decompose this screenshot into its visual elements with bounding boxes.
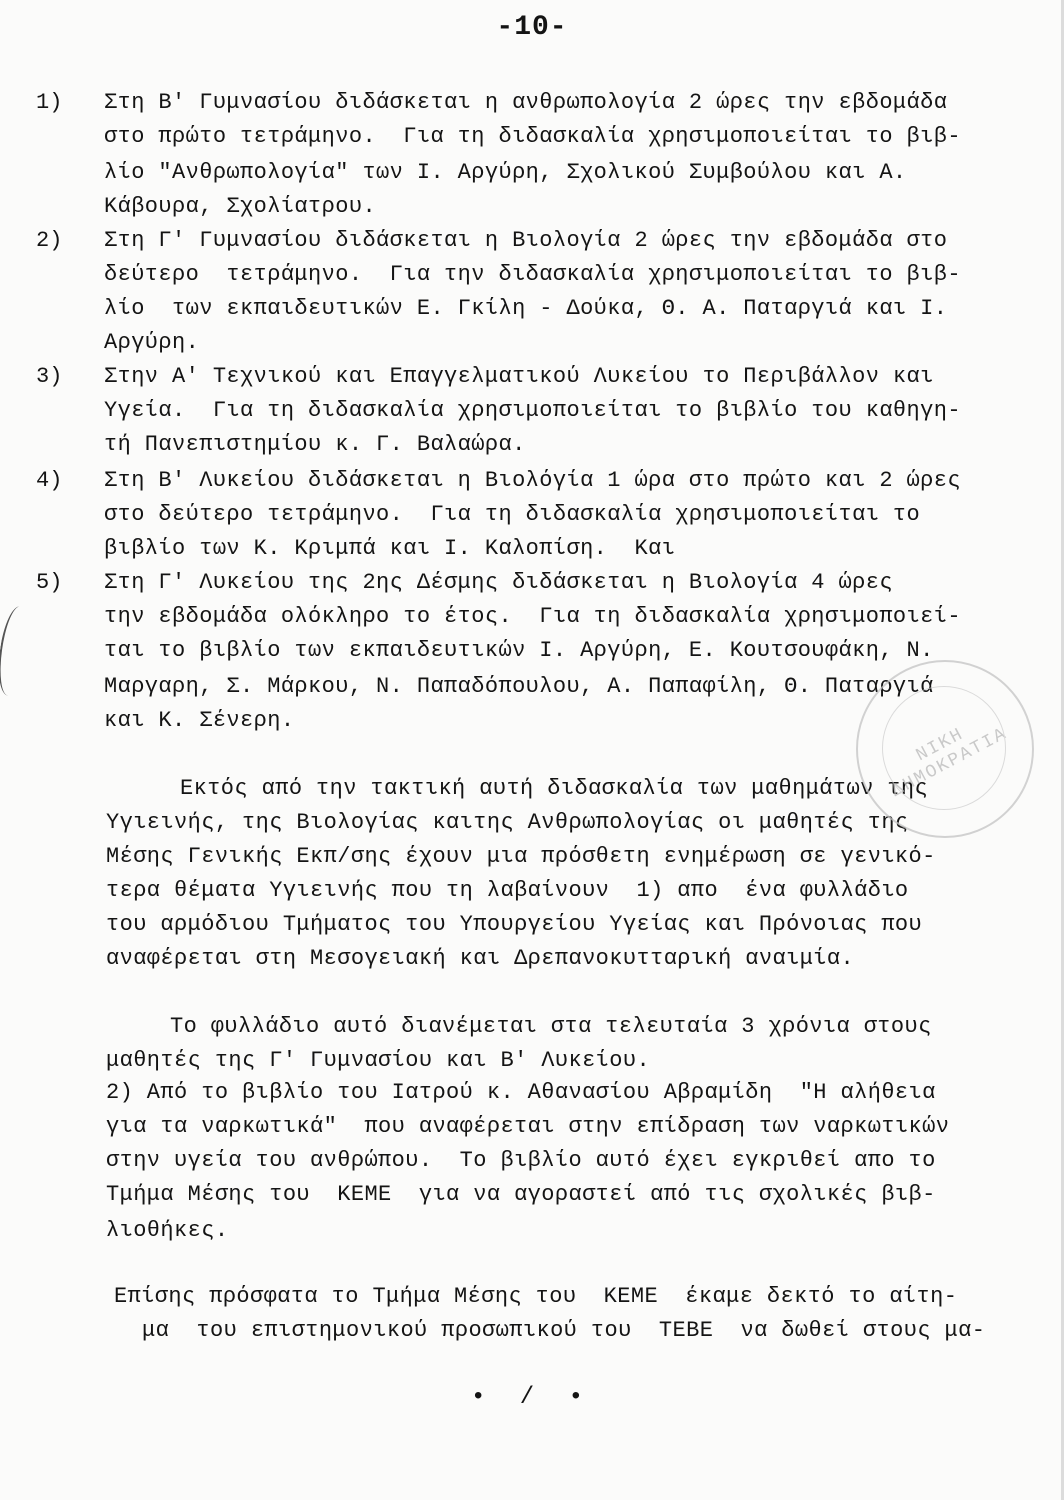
- paragraph-line: Εκτός από την τακτική αυτή διδασκαλία των μαθημάτων της: [180, 776, 929, 801]
- list-item-line: Στη Β' Λυκείου διδάσκεται η Βιολόγία 1 ώρα στο πρώτο και 2 ώρες: [104, 468, 961, 493]
- list-item-number: 1): [36, 90, 63, 115]
- list-item-line: ται το βιβλίο των εκπαιδευτικών Ι. Αργύρη, Ε. Κουτσουφάκη, Ν.: [104, 638, 934, 663]
- paragraph-line: Μέσης Γενικής Εκπ/σης έχουν μια πρόσθετη ενημέρωση σε γενικό-: [106, 844, 936, 869]
- list-item-number: 5): [36, 570, 63, 595]
- list-item-line: Στη Β' Γυμνασίου διδάσκεται η ανθρωπολογία 2 ώρες την εβδομάδα: [104, 90, 948, 115]
- list-item-line: Στην Α' Τεχνικού και Επαγγελματικού Λυκείου το Περιβάλλον και: [104, 364, 934, 389]
- paragraph-line: του αρμόδιου Τμήματος του Υπουργείου Υγείας και Πρόνοιας που: [106, 912, 923, 937]
- page-footer: • / •: [470, 1384, 593, 1411]
- list-item-number: 2): [36, 228, 63, 253]
- list-item-line: Αργύρη.: [104, 330, 200, 355]
- stamp-text: ΝΙΚΗ ΔΗΜΟΚΡΑΤΙΑ: [888, 723, 1011, 802]
- paragraph-line: Τμήμα Μέσης του ΚΕΜΕ για να αγοραστεί από τις σχολικές βιβ-: [106, 1182, 936, 1207]
- paragraph-line: Επίσης πρόσφατα το Τμήμα Μέσης του ΚΕΜΕ έκαμε δεκτό το αίτη-: [114, 1284, 958, 1309]
- list-item-line: στο δεύτερο τετράμηνο. Για τη διδασκαλία χρησιμοποιείται το: [104, 502, 921, 527]
- page-number: -10-: [496, 12, 568, 43]
- paragraph-line: Υγιεινής, της Βιολογίας καιτης Ανθρωπολογίας οι μαθητές της: [106, 810, 909, 835]
- list-item-line: λίο των εκπαιδευτικών Ε. Γκίλη - Δούκα, Θ. Α. Παταργιά και Ι.: [104, 296, 948, 321]
- faded-stamp: [856, 660, 1034, 838]
- paragraph-line: Το φυλλάδιο αυτό διανέμεται στα τελευταία 3 χρόνια στους: [170, 1014, 932, 1039]
- paragraph-line: στην υγεία του ανθρώπου. Το βιβλίο αυτό έχει εγκριθεί απο το: [106, 1148, 936, 1173]
- list-item-line: Μαργαρη, Σ. Μάρκου, Ν. Παπαδόπουλου, Α. Παπαφίλη, Θ. Παταργιά: [104, 674, 934, 699]
- list-item-line: δεύτερο τετράμηνο. Για την διδασκαλία χρησιμοποιείται το βιβ-: [104, 262, 961, 287]
- list-item-line: Στη Γ' Γυμνασίου διδάσκεται η Βιολογία 2 ώρες την εβδομάδα στο: [104, 228, 948, 253]
- paragraph-line: μαθητές της Γ' Γυμνασίου και Β' Λυκείου.: [106, 1048, 651, 1073]
- list-item-line: Υγεία. Για τη διδασκαλία χρησιμοποιείται το βιβλίο του καθηγη-: [104, 398, 961, 423]
- paragraph-line: αναφέρεται στη Μεσογειακή και Δρεπανοκυτταρική αναιμία.: [106, 946, 855, 971]
- list-item-number: 3): [36, 364, 63, 389]
- list-item-line: την εβδομάδα ολόκληρο το έτος. Για τη διδασκαλία χρησιμοποιεί-: [104, 604, 961, 629]
- margin-pen-mark: [0, 604, 34, 697]
- paragraph-line: 2) Από το βιβλίο του Ιατρού κ. Αθανασίου Αβραμίδη "Η αλήθεια: [106, 1080, 936, 1105]
- list-item-line: Κάβουρα, Σχολίατρου.: [104, 194, 377, 219]
- paragraph-line: μα του επιστημονικού προσωπικού του ΤΕΒΕ να δωθεί στους μα-: [142, 1318, 986, 1343]
- list-item-line: βιβλίο των Κ. Κριμπά και Ι. Καλοπίση. Και: [104, 536, 676, 561]
- list-item-line: Στη Γ' Λυκείου της 2ης Δέσμης διδάσκεται η Βιολογία 4 ώρες: [104, 570, 893, 595]
- list-item-line: στο πρώτο τετράμηνο. Για τη διδασκαλία χρησιμοποιείται το βιβ-: [104, 124, 961, 149]
- list-item-line: και Κ. Σένερη.: [104, 708, 295, 733]
- list-item-line: τή Πανεπιστημίου κ. Γ. Βαλαώρα.: [104, 432, 526, 457]
- list-item-number: 4): [36, 468, 63, 493]
- list-item-line: λίο "Ανθρωπολογία" των Ι. Αργύρη, Σχολικού Συμβούλου και Α.: [104, 160, 907, 185]
- paragraph-line: τερα θέματα Υγιεινής που τη λαβαίνουν 1) απο ένα φυλλάδιο: [106, 878, 909, 903]
- paragraph-line: για τα ναρκωτικά" που αναφέρεται στην επίδραση των ναρκωτικών: [106, 1114, 950, 1139]
- paragraph-line: λιοθήκες.: [106, 1218, 229, 1243]
